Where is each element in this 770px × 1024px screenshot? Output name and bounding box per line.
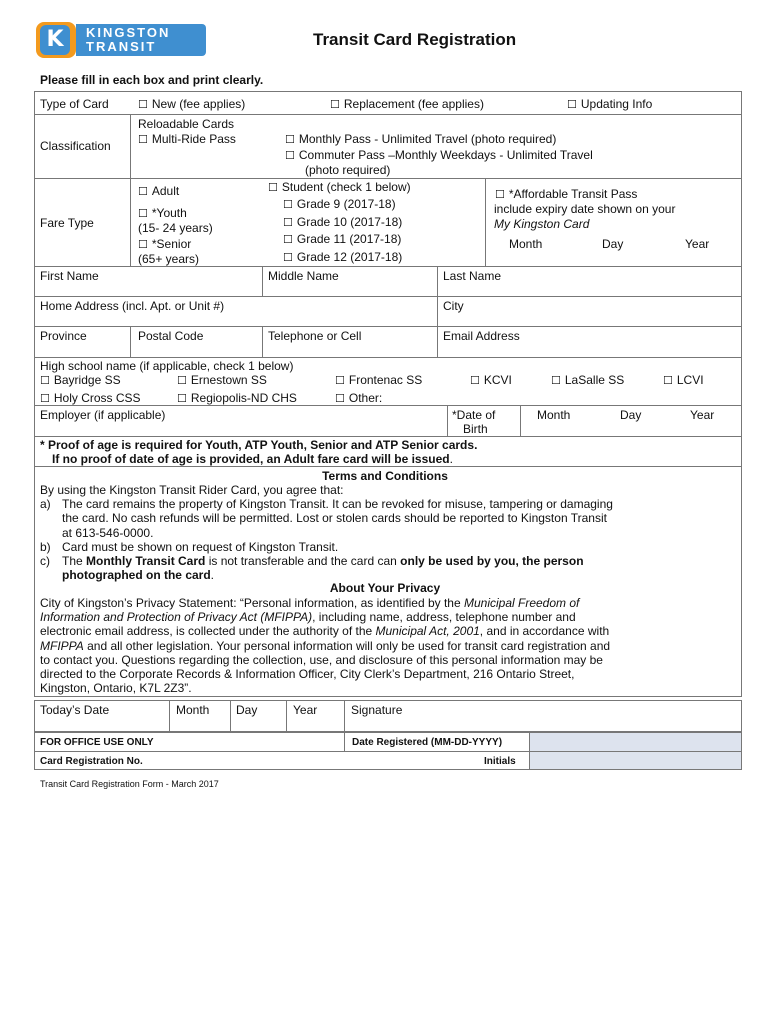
home-address-field[interactable]: Home Address (incl. Apt. or Unit #) [40, 299, 225, 313]
today-day-field[interactable]: Day [236, 703, 258, 717]
card-registration-no-label: Card Registration No. [40, 756, 143, 767]
senior-ages: (65+ years) [138, 252, 200, 266]
proof-of-age-notice: * Proof of age is required for Youth, ATP Youth, Senior and ATP Senior cards. [40, 438, 478, 452]
postal-code-field[interactable]: Postal Code [138, 329, 204, 343]
commuter-pass-checkbox[interactable]: ☐ Commuter Pass –Monthly Weekdays - Unlimited Travel [285, 148, 593, 163]
date-of-birth-label: *Date of [452, 408, 496, 422]
terms-intro: By using the Kingston Transit Rider Card, you agree that: [40, 483, 344, 497]
school-ernestown-checkbox[interactable]: ☐ Ernestown SS [177, 373, 267, 388]
office-use-label: FOR OFFICE USE ONLY [40, 737, 154, 748]
school-lasalle-checkbox[interactable]: ☐ LaSalle SS [551, 373, 624, 388]
telephone-field[interactable]: Telephone or Cell [268, 329, 362, 343]
term-a: a) The card remains the property of Kingston Transit. It can be revoked for misuse, tampering or damaging [40, 497, 613, 512]
logo-text-kingston: KINGSTON [86, 25, 171, 40]
date-registered-label: Date Registered (MM-DD-YYYY) [352, 737, 503, 748]
terms-heading: Terms and Conditions [322, 469, 448, 483]
office-shaded-cell-1 [529, 733, 741, 751]
grade-12-checkbox[interactable]: ☐ Grade 12 (2017-18) [283, 250, 402, 265]
atp-expiry-note: include expiry date shown on your [494, 202, 676, 216]
youth-ages: (15- 24 years) [138, 221, 213, 235]
monthly-pass-checkbox[interactable]: ☐ Monthly Pass - Unlimited Travel (photo required) [285, 132, 556, 147]
updating-info-checkbox[interactable]: ☐ Updating Info [567, 97, 652, 112]
school-frontenac-checkbox[interactable]: ☐ Frontenac SS [335, 373, 422, 388]
school-lcvi-checkbox[interactable]: ☐ LCVI [663, 373, 704, 388]
grade-11-checkbox[interactable]: ☐ Grade 11 (2017-18) [283, 232, 401, 247]
adult-checkbox[interactable]: ☐ Adult [138, 184, 179, 199]
atp-day-field[interactable]: Day [602, 237, 624, 251]
kingston-transit-logo: K KINGSTON TRANSIT [36, 22, 208, 58]
signature-field[interactable]: Signature [351, 703, 403, 717]
today-year-field[interactable]: Year [293, 703, 318, 717]
school-bayridge-checkbox[interactable]: ☐ Bayridge SS [40, 373, 121, 388]
atp-year-field[interactable]: Year [685, 237, 710, 251]
senior-checkbox[interactable]: ☐ *Senior [138, 237, 191, 252]
dob-year-field[interactable]: Year [690, 408, 715, 422]
page-title: Transit Card Registration [313, 30, 517, 49]
affordable-transit-pass-checkbox[interactable]: ☐ *Affordable Transit Pass [495, 187, 637, 202]
dob-month-field[interactable]: Month [537, 408, 571, 422]
instructions: Please fill in each box and print clearly. [40, 73, 264, 87]
date-of-birth-label-2: Birth [463, 422, 488, 436]
city-field[interactable]: City [443, 299, 464, 313]
employer-field[interactable]: Employer (if applicable) [40, 408, 166, 422]
youth-checkbox[interactable]: ☐ *Youth [138, 206, 187, 221]
new-card-checkbox[interactable]: ☐ New (fee applies) [138, 97, 245, 112]
dob-day-field[interactable]: Day [620, 408, 642, 422]
email-field[interactable]: Email Address [443, 329, 520, 343]
classification-label: Classification [40, 139, 111, 153]
last-name-field[interactable]: Last Name [443, 269, 502, 283]
grade-9-checkbox[interactable]: ☐ Grade 9 (2017-18) [283, 197, 396, 212]
grade-10-checkbox[interactable]: ☐ Grade 10 (2017-18) [283, 215, 402, 230]
first-name-field[interactable]: First Name [40, 269, 99, 283]
school-holy-cross-checkbox[interactable]: ☐ Holy Cross CSS [40, 391, 141, 406]
atp-month-field[interactable]: Month [509, 237, 543, 251]
replacement-card-checkbox[interactable]: ☐ Replacement (fee applies) [330, 97, 484, 112]
initials-label: Initials [484, 756, 516, 767]
term-b: b) Card must be shown on request of Kingston Transit. [40, 539, 339, 554]
type-of-card-label: Type of Card [40, 97, 109, 111]
my-kingston-card-text: My Kingston Card [494, 217, 590, 231]
footer-text: Transit Card Registration Form - March 2017 [40, 779, 219, 789]
multi-ride-pass-checkbox[interactable]: ☐ Multi-Ride Pass [138, 132, 236, 147]
fare-type-label: Fare Type [40, 216, 94, 230]
province-field[interactable]: Province [40, 329, 87, 343]
term-c: c) The Monthly Transit Card is not transferable and the card can only be used by you, the person [40, 554, 584, 569]
student-checkbox[interactable]: ☐ Student (check 1 below) [268, 180, 411, 195]
school-regiopolis-checkbox[interactable]: ☐ Regiopolis-ND CHS [177, 391, 297, 406]
high-school-label: High school name (if applicable, check 1 below) [40, 359, 294, 373]
todays-date-label: Today’s Date [40, 703, 110, 717]
school-other-checkbox[interactable]: ☐ Other: [335, 391, 382, 406]
privacy-statement: City of Kingston’s Privacy Statement: “Personal information, as identified by the Municipal Freedom of Information and Protection of Privacy Act (MFIPPA), including name, address, telephone number and electronic email address, is collected under the authority of the Municipal Act, 2001, and in accordance with MFIPPA and all other legislation. Your personal information will only be used for transit card registration and to contact you. Questions regarding the collection, use, and disclosure of this personal information may be directed to the Corporate Records & Information Officer, City Clerk’s Department, 216 Ontario Street, Kingston, Ontario, K7L 2Z3”. [40, 596, 611, 696]
adult-fare-notice: If no proof of date of age is provided, an Adult fare card will be issued. [52, 452, 453, 466]
logo-text-transit: TRANSIT [86, 39, 157, 54]
office-shaded-cell-2 [529, 751, 741, 769]
school-kcvi-checkbox[interactable]: ☐ KCVI [470, 373, 512, 388]
middle-name-field[interactable]: Middle Name [268, 269, 339, 283]
privacy-heading: About Your Privacy [329, 581, 441, 595]
reloadable-cards-heading: Reloadable Cards [138, 117, 235, 131]
today-month-field[interactable]: Month [176, 703, 210, 717]
commuter-photo-note: (photo required) [305, 163, 391, 177]
